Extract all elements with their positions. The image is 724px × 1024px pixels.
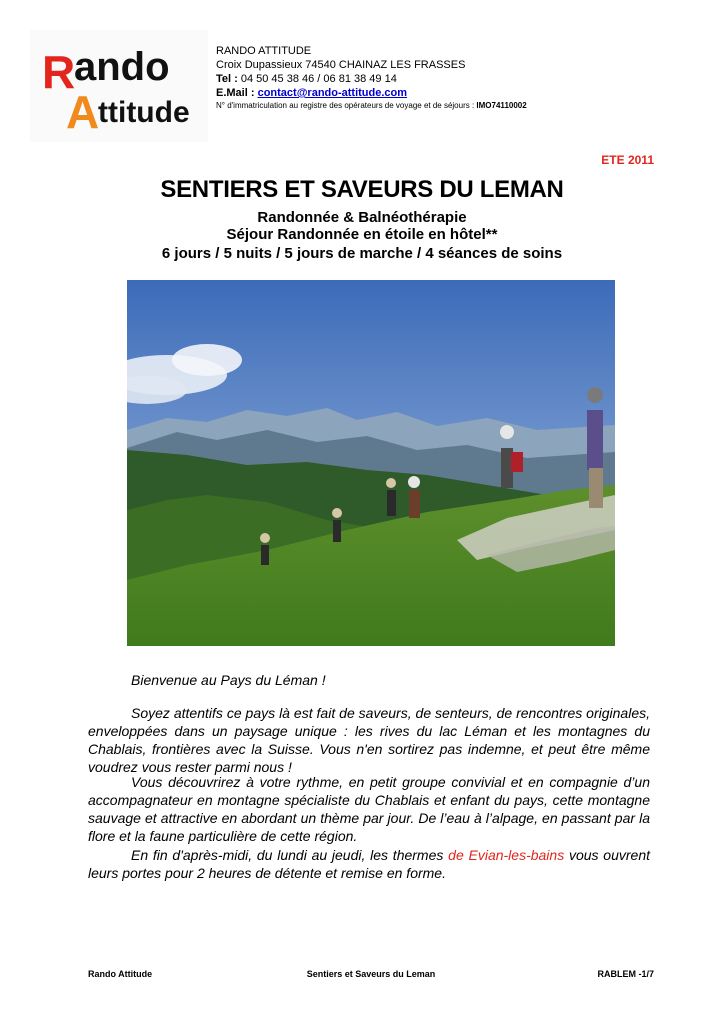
email-label: E.Mail : (216, 87, 255, 99)
company-email (216, 86, 527, 100)
email-link[interactable]: contact@rando-attitude.com (257, 87, 408, 99)
thermal-text-end: vous ouvrent leurs portes pour 2 heures de détente et remise en forme. (88, 847, 650, 881)
registration-id: IMO74110002 (476, 101, 527, 110)
subtitle-duration: 6 jours / 5 nuits / 5 jours de marche / 4 séances de soins (161, 245, 563, 262)
logo-word-attitude-rest: ttitude (98, 96, 190, 129)
company-contact-block (216, 44, 527, 112)
hikers-mountain-photo (127, 280, 615, 646)
discovery-paragraph: Vous découvrirez à votre rythme, en petit groupe convivial et en compagnie d’un accompagnateur en montagne spécialiste du Chablais et enfant du pays, cette montagne sauvage et attractive en abordant un thème par jour. De l’eau à l’alpage, en passant par la flore et la faune particulière de cette région. (88, 774, 650, 844)
logo-word-rando-rest: ando (74, 45, 170, 89)
company-address: Croix Dupassieux 74540 CHAINAZ LES FRASSES (216, 59, 466, 71)
company-phone (216, 72, 527, 86)
intro-paragraph: Soyez attentifs ce pays là est fait de saveurs, de senteurs, de rencontres originales, enveloppées dans un paysage unique : les rives du lac Léman et les montagnes du Chablais, frontières avec la Suisse. Vous n'en sortirez pas indemne, et peut être même voudrez vous rester parmi nous ! (88, 705, 650, 775)
footer-title: Sentiers et Saveurs du Leman (306, 969, 436, 979)
company-name: RANDO ATTITUDE (216, 45, 312, 57)
registration-line (216, 100, 527, 112)
thermal-paragraph (88, 846, 650, 882)
season-label: ETE 2011 (601, 153, 654, 167)
landscape-image (127, 280, 615, 646)
logo-letter-a: A (66, 86, 100, 138)
rando-attitude-logo (30, 30, 208, 142)
page-title: SENTIERS ET SAVEURS DU LEMAN (160, 176, 564, 203)
subtitle-theme: Randonnée & Balnéothérapie (257, 209, 467, 226)
footer-page-ref: RABLEM -1/7 (597, 969, 654, 979)
evian-highlight: de Evian-les-bains (448, 847, 565, 863)
logo-letter-r: R (42, 46, 76, 98)
welcome-line: Bienvenue au Pays du Léman ! (131, 672, 326, 688)
thermal-text-start: En fin d'après-midi, du lundi au jeudi, les thermes (131, 847, 449, 863)
phone-value: 04 50 45 38 46 / 06 81 38 49 14 (237, 73, 397, 85)
footer-company: Rando Attitude (88, 969, 153, 979)
logo-graphic (30, 30, 208, 142)
phone-label: Tel : (216, 73, 238, 85)
subtitle-stay-type: Séjour Randonnée en étoile en hôtel** (226, 226, 498, 243)
registration-text: N° d'immatriculation au registre des opérateurs de voyage et de séjours : (216, 101, 477, 110)
